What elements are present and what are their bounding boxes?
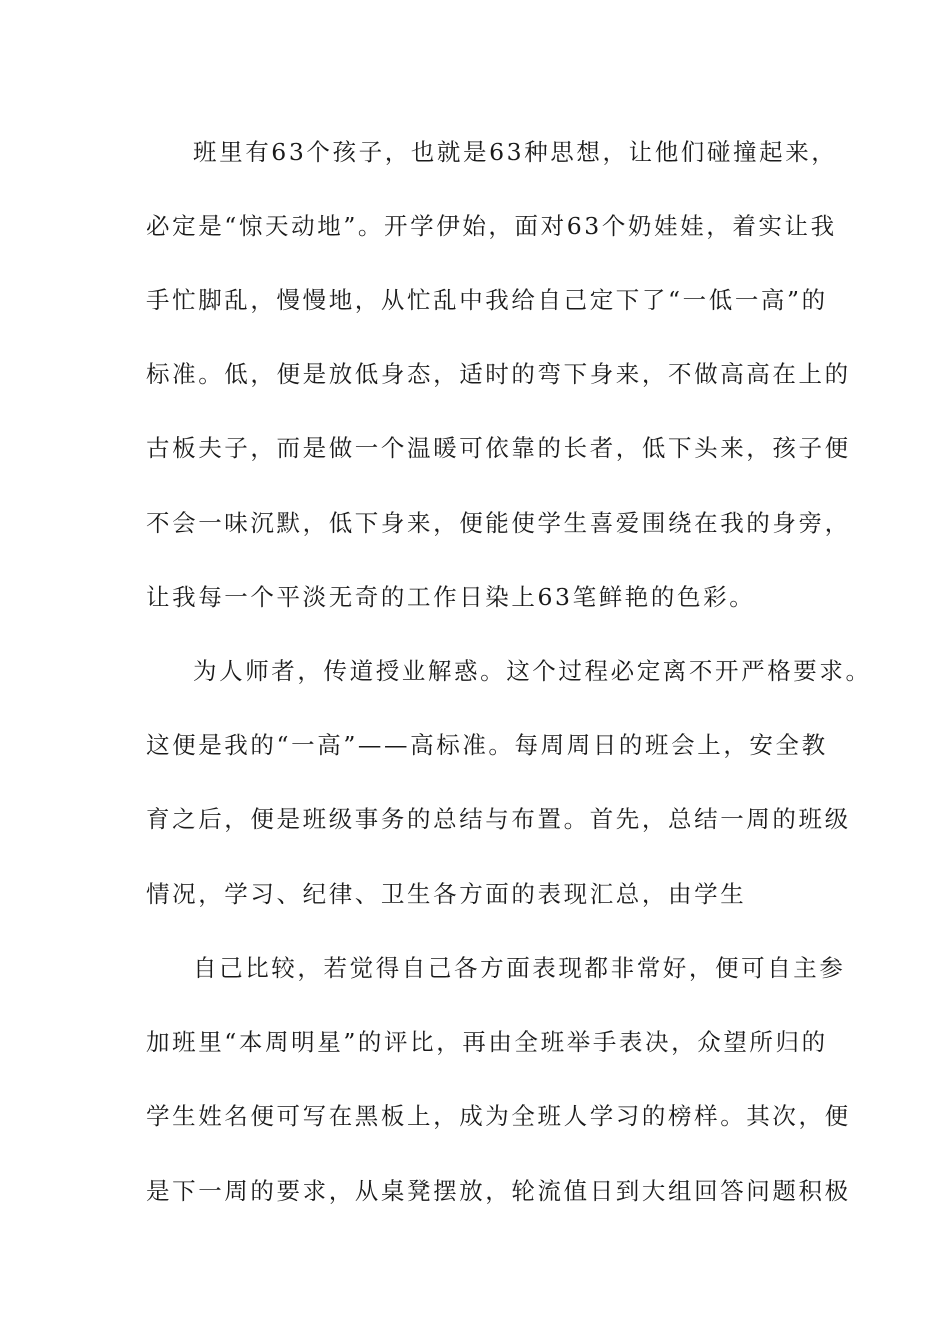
text-line: 情况，学习、纪律、卫生各方面的表现汇总，由学生 bbox=[146, 880, 747, 908]
text-line: 不会一味沉默，低下身来，便能使学生喜爱围绕在我的身旁， bbox=[146, 509, 851, 537]
text-line: 让我每一个平淡无奇的工作日染上63笔鲜艳的色彩。 bbox=[146, 583, 756, 611]
text-line: 为人师者，传道授业解惑。这个过程必定离不开严格要求。 bbox=[193, 657, 872, 685]
text-line: 标准。低，便是放低身态，适时的弯下身来，不做高高在上的 bbox=[146, 360, 851, 388]
text-line: 这便是我的“一高”——高标准。每周周日的班会上，安全教 bbox=[146, 731, 828, 759]
text-line: 育之后，便是班级事务的总结与布置。首先，总结一周的班级 bbox=[146, 805, 851, 833]
text-line: 古板夫子，而是做一个温暖可依靠的长者，低下头来，孩子便 bbox=[146, 434, 851, 462]
text-line: 是下一周的要求，从桌凳摆放，轮流值日到大组回答问题积极 bbox=[146, 1177, 851, 1205]
text-line: 自己比较，若觉得自己各方面表现都非常好，便可自主参 bbox=[193, 954, 846, 982]
text-line: 必定是“惊天动地”。开学伊始，面对63个奶娃娃，着实让我 bbox=[146, 212, 837, 240]
text-line: 加班里“本周明星”的评比，再由全班举手表决，众望所归的 bbox=[146, 1028, 828, 1056]
text-line: 班里有63个孩子，也就是63种思想，让他们碰撞起来， bbox=[193, 138, 838, 166]
text-line: 学生姓名便可写在黑板上，成为全班人学习的榜样。其次，便 bbox=[146, 1102, 851, 1130]
text-line: 手忙脚乱，慢慢地，从忙乱中我给自己定下了“一低一高”的 bbox=[146, 286, 828, 314]
